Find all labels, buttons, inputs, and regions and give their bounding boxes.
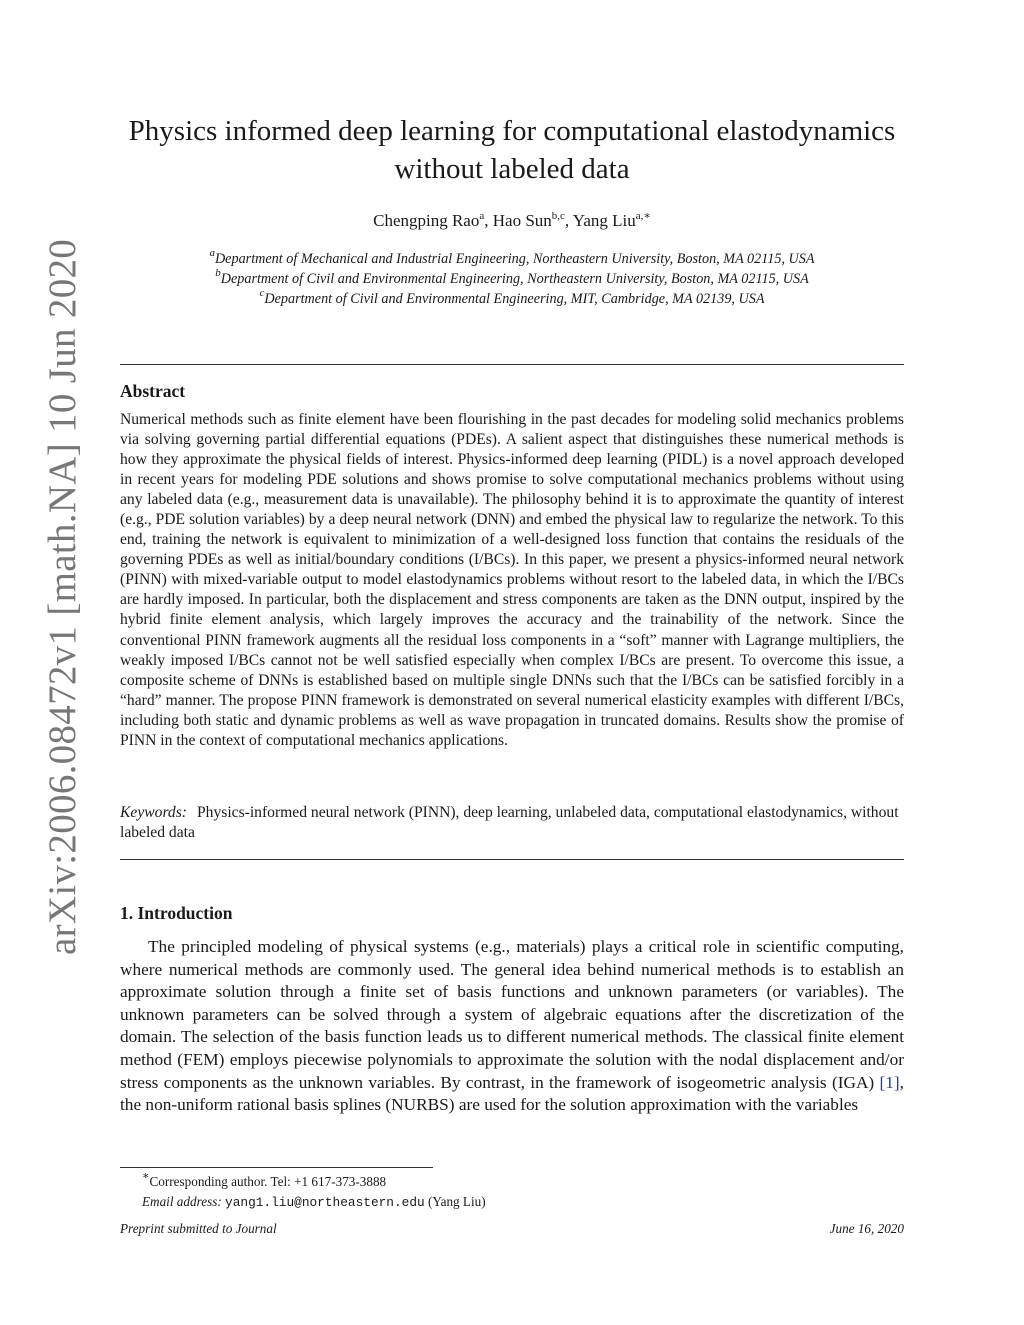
- keywords-label: Keywords:: [120, 804, 187, 821]
- abstract-text: Numerical methods such as finite element have been flourishing in the past decades for modeling solid mechanics problems via solving governing partial differential equations (PDEs). A salient aspect that distinguishes these numerical methods is how they approximate the physical fields of interest. Physics-informed deep learning (PIDL) is a novel approach developed in recent years for modeling PDE solutions and shows promise to solve computational mechanics problems without using any labeled data (e.g., measurement data is unavailable). The philosophy behind it is to approximate the quantity of interest (e.g., PDE solution variables) by a deep neural network (DNN) and embed the physical law to regularize the network. To this end, training the network is equivalent to minimization of a well-designed loss function that contains the residuals of the governing PDEs as well as initial/boundary conditions (I/BCs). In this paper, we present a physics-informed neural network (PINN) with mixed-variable output to model elastodynamics problems without resort to the labeled data, in which the I/BCs are hardly imposed. In particular, both the displacement and stress components are taken as the DNN output, inspired by the hybrid finite element analysis, which largely improves the accuracy and the trainability of the network. Since the conventional PINN framework augments all the residual loss components in a “soft” manner with Lagrange multipliers, the weakly imposed I/BCs cannot not be well satisfied especially when complex I/BCs are present. To overcome this issue, a composite scheme of DNNs is established based on multiple single DNNs such that the I/BCs can be satisfied forcibly in a “hard” manner. The propose PINN framework is demonstrated on several numerical elasticity examples with different I/BCs, including both static and dynamic problems as well as wave propagation in truncated domains. Results show the promise of PINN in the context of computational mechanics applications.: [120, 411, 904, 749]
- keywords: [120, 803, 904, 843]
- introduction-text: The principled modeling of physical systems (e.g., materials) plays a critical role in scientific computing, where numerical methods are commonly used. The general idea behind numerical methods is to establish an approximate solution through a finite set of basis functions and unknown parameters (or variables). The unknown parameters can be solved through a system of algebraic equations after the discretization of the domain. The selection of the basis function leads us to different numerical methods. The classical finite element method (FEM) employs piecewise polynomials to approximate the solution with the nodal displacement and/or stress components as the unknown variables. By contrast, in the framework of isogeometric analysis (IGA) [1], the non-uniform rational basis splines (NURBS) are used for the solution approximation with the variables: [120, 937, 904, 1115]
- email-note: Email address: yang1.liu@northeastern.edu (Yang Liu): [142, 1194, 486, 1210]
- author-1-marks: a: [479, 210, 485, 222]
- author-2-marks: b,c: [551, 210, 565, 222]
- keywords-text: Physics-informed neural network (PINN), deep learning, unlabeled data, computational elastodynamics, without labeled data: [120, 804, 899, 841]
- affiliations: [120, 249, 904, 309]
- footnotes: [120, 1172, 904, 1213]
- affiliation-b: $^b$Department of Civil and Environmental Engineering, Northeastern University, Boston, MA 02115, USA: [215, 267, 809, 287]
- email-link[interactable]: yang1.liu@northeastern.edu: [225, 1195, 425, 1210]
- author-separator: ,: [564, 211, 573, 230]
- author-3: Yang Liu$^{a,∗}$: [572, 210, 651, 230]
- introduction-heading: 1. Introduction: [120, 903, 233, 923]
- title-line-2: without labeled data: [394, 153, 630, 185]
- title-line-1: Physics informed deep learning for computational elastodynamics: [128, 115, 896, 147]
- affiliation-a: $^a$Department of Mechanical and Industrial Engineering, Northeastern University, Boston, MA 02115, USA: [209, 247, 815, 267]
- abstract-heading: Abstract: [120, 381, 186, 401]
- author-1: Chengping Rao$^a$: [373, 210, 485, 230]
- footnote-rule: [120, 1167, 433, 1168]
- paper-title: [120, 112, 904, 188]
- date-note: June 16, 2020: [829, 1221, 904, 1236]
- author-list: [120, 211, 904, 231]
- author-separator: ,: [484, 211, 493, 230]
- preprint-note: Preprint submitted to Journal: [120, 1221, 277, 1236]
- abstract-bottom-rule: [120, 859, 904, 860]
- author-3-marks: a,∗: [635, 210, 651, 222]
- author-2: Hao Sun$^{b,c}$: [492, 210, 565, 230]
- corresponding-author-note: ∗Corresponding author. Tel: +1 617-373-3888: [142, 1170, 387, 1189]
- affiliation-c: $^c$Department of Civil and Environmental Engineering, MIT, Cambridge, MA 02139, USA: [259, 287, 765, 307]
- citation-link[interactable]: [1]: [879, 1072, 900, 1092]
- arxiv-identifier: arXiv:2006.08472v1 [math.NA] 10 Jun 2020: [41, 238, 84, 955]
- abstract-top-rule: [120, 364, 904, 365]
